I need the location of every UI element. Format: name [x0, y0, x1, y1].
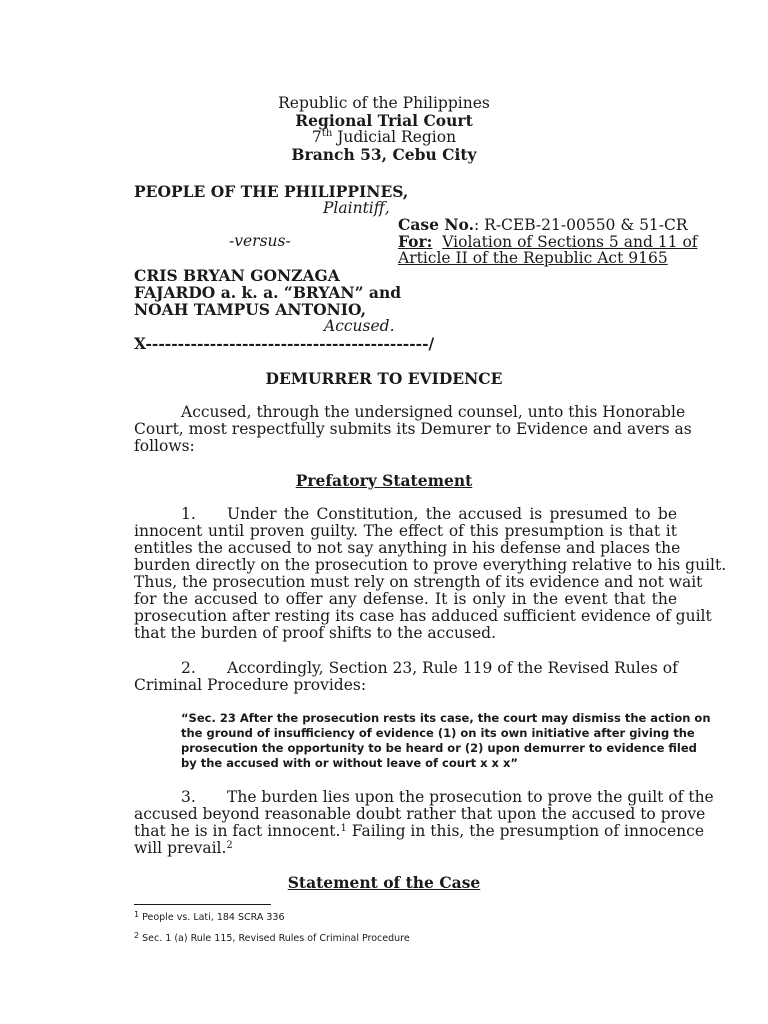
accused-role: Accused.	[324, 317, 395, 335]
caption-separator: X--------------------------------------------/	[134, 334, 435, 353]
footnote-ref-2[interactable]: 2	[226, 840, 233, 851]
document-title: DEMURRER TO EVIDENCE	[265, 369, 503, 388]
plaintiff-role: Plaintiff,	[323, 199, 390, 217]
case-number: Case No.: R-CEB-21-00550 & 51-CR	[398, 215, 688, 234]
para3-line-4: will prevail.$^2$	[134, 839, 233, 857]
para1-line-5: Thus, the prosecution must rely on strength of its evidence and not wait	[134, 573, 703, 591]
intro-line-1: Accused, through the undersigned counsel, unto this Honorable	[181, 403, 686, 421]
para1-line-8: that the burden of proof shifts to the accused.	[134, 624, 496, 642]
para3-number: 3.	[181, 788, 196, 806]
accused-name-3: NOAH TAMPUS ANTONIO,	[134, 300, 367, 319]
quote-line-4: by the accused with or without leave of court x x x”	[181, 756, 518, 770]
footnote-ref-1[interactable]: 1	[340, 823, 347, 834]
para1-line-7: prosecution after resting its case has adduced sufficient evidence of guilt	[134, 607, 712, 625]
para1-number: 1.	[181, 505, 196, 523]
para3-line-1: The burden lies upon the prosecution to prove the guilt of the	[227, 788, 714, 806]
versus-label: -versus-	[229, 232, 291, 250]
para1-line-4: burden directly on the prosecution to prove everything relative to his guilt.	[134, 556, 727, 574]
accused-name-2: FAJARDO a. k. a. “BRYAN” and	[134, 283, 402, 302]
footnote-2: $^2$ Sec. 1 (a) Rule 115, Revised Rules of Criminal Procedure	[134, 931, 410, 944]
header-region: 7th Judicial Region	[311, 128, 457, 146]
quote-line-1: “Sec. 23 After the prosecution rests its case, the court may dismiss the action on	[181, 711, 711, 725]
para2-line-2: Criminal Procedure provides:	[134, 676, 367, 694]
footnote-divider	[134, 904, 271, 905]
accused-name-1: CRIS BRYAN GONZAGA	[134, 266, 340, 285]
header-court: Regional Trial Court	[295, 111, 473, 130]
header-republic: Republic of the Philippines	[278, 94, 490, 112]
header-branch: Branch 53, Cebu City	[291, 145, 477, 164]
intro-line-2: Court, most respectfully submits its Demurer to Evidence and avers as	[134, 420, 692, 438]
intro-line-3: follows:	[134, 437, 195, 455]
para2-line-1: Accordingly, Section 23, Rule 119 of the Revised Rules of	[227, 659, 678, 677]
para1-line-6: for the accused to offer any defense. It is only in the event that the	[134, 590, 677, 608]
para2-number: 2.	[181, 659, 196, 677]
plaintiff-name: PEOPLE OF THE PHILIPPINES,	[134, 182, 409, 201]
para1-line-1: Under the Constitution, the accused is presumed to be	[227, 505, 677, 523]
para3-line-2: accused beyond reasonable doubt rather that upon the accused to prove	[134, 805, 706, 823]
violation-line-2: Article II of the Republic Act 9165	[398, 249, 668, 267]
para3-line-3: that he is in fact innocent.$^1$ Failing in this, the presumption of innocence	[134, 822, 705, 840]
footnote-1: $^1$ People vs. Lati, 184 SCRA 336	[134, 910, 285, 923]
para1-line-2: innocent until proven guilty. The effect of this presumption is that it	[134, 522, 677, 540]
violation-line-1: For: Violation of Sections 5 and 11 of	[398, 232, 698, 251]
quote-line-2: the ground of insufficiency of evidence (1) on its own initiative after giving the	[181, 726, 695, 740]
para1-line-3: entitles the accused to not say anything in his defense and places the	[134, 539, 681, 557]
section-heading-case: Statement of the Case	[287, 873, 481, 892]
section-heading-prefatory: Prefatory Statement	[295, 471, 473, 490]
quote-line-3: prosecution the opportunity to be heard or (2) upon demurrer to evidence filed	[181, 741, 697, 755]
